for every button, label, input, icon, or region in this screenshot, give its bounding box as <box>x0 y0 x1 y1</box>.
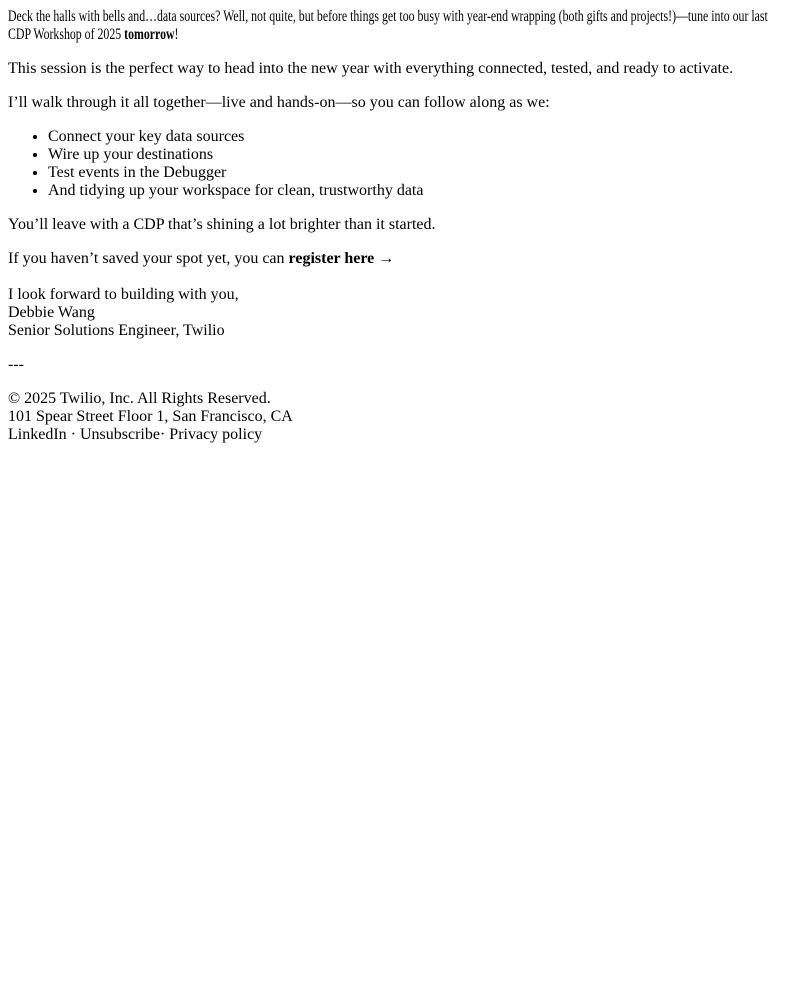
footer-address: 101 Spear Street Floor 1, San Francisco, CA <box>8 408 293 425</box>
agenda-item: • Wire up your destinations <box>48 146 792 164</box>
intro-emphasis: tomorrow <box>124 26 175 43</box>
footer-separator: · <box>66 426 80 443</box>
divider: --- <box>8 356 24 373</box>
signature-closing: I look forward to building with you, <box>8 286 239 303</box>
unsubscribe-link[interactable]: Unsubscribe <box>79 426 160 443</box>
register-paragraph <box>8 250 792 268</box>
intro-paragraph <box>8 8 792 44</box>
footer-copyright: © 2025 Twilio, Inc. All Rights Reserved. <box>8 390 271 407</box>
register-text: If you haven’t saved your spot yet, you can <box>8 250 289 267</box>
signature-title: Senior Solutions Engineer, Twilio <box>8 322 225 339</box>
intro-block <box>8 8 792 44</box>
footer-separator: · <box>159 426 170 443</box>
agenda-item: • Connect your key data sources <box>48 128 792 146</box>
arrow-right-icon[interactable]: → <box>378 250 395 267</box>
signature-block <box>8 286 792 340</box>
agenda-item: • And tidying up your workspace for clean, trustworthy data <box>48 182 792 200</box>
linkedin-link[interactable]: LinkedIn <box>8 426 67 443</box>
footer-links <box>8 426 792 444</box>
register-link-label[interactable]: register here <box>288 250 375 267</box>
privacy-policy-link[interactable]: Privacy policy <box>169 426 263 443</box>
intro-text-end: ! <box>174 26 179 43</box>
intro-text: Deck the halls with bells and…data sources? Well, not quite, but before things get too busy with year-end wrapping (both gifts and projects!)—tune into our last CDP Workshop of 2025 <box>8 8 768 43</box>
agenda-item: • Test events in the Debugger <box>48 164 792 182</box>
footer <box>8 390 792 444</box>
register-link[interactable] <box>289 250 395 267</box>
session-paragraph: This session is the perfect way to head into the new year with everything connected, tested, and ready to activate. <box>8 60 734 77</box>
agenda-list <box>8 128 792 200</box>
walkthrough-paragraph: I’ll walk through it all together—live and hands-on—so you can follow along as we: <box>8 94 550 111</box>
signature-name: Debbie Wang <box>8 304 95 321</box>
outcome-paragraph: You’ll leave with a CDP that’s shining a lot brighter than it started. <box>8 216 436 233</box>
email-body <box>0 0 800 444</box>
